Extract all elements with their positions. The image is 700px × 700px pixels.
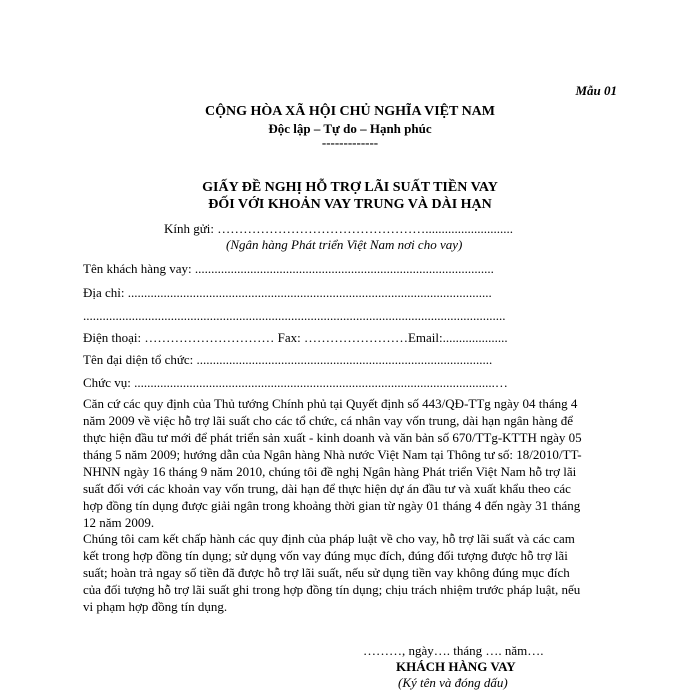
paragraph-line: suất; hoàn trả ngay số tiền đã được hỗ trợ lãi suất, nếu sử dụng tiền vay không đúng mục đích bbox=[83, 565, 570, 580]
commitment-paragraph bbox=[83, 530, 617, 615]
national-motto: Độc lập – Tự do – Hạnh phúc bbox=[268, 121, 432, 136]
paragraph-line: kết trong hợp đồng tín dụng; sử dụng vốn vay đúng mục đích, đúng đối tượng được hỗ trợ lãi bbox=[83, 548, 568, 563]
country-name: CỘNG HÒA XÃ HỘI CHỦ NGHĨA VIỆT NAM bbox=[204, 104, 495, 119]
paragraph-line: tháng 5 năm 2009; hướng dẫn của Ngân hàng Nhà nước Việt Nam tại Thông tư số: 18/2010/TT- bbox=[83, 447, 582, 462]
recipient-note: (Ngân hàng Phát triển Việt Nam nơi cho vay) bbox=[226, 237, 463, 252]
paragraph-line: NHNN ngày 16 tháng 9 năm 2010, chúng tôi đề nghị Ngân hàng Phát triển Việt Nam hỗ trợ lãi bbox=[83, 464, 577, 479]
contact-field: Điện thoại: ………………………… Fax: ……………………Email:.................... bbox=[83, 330, 508, 345]
signature-date-line: ………, ngày…. tháng …. năm…. bbox=[363, 643, 544, 658]
paragraph-line: năm 2009 về việc hỗ trợ lãi suất cho các tổ chức, cá nhân vay vốn trung, dài hạn ngân hàng để bbox=[83, 413, 574, 428]
representative-field: Tên đại diện tổ chức: ........................................................................................... bbox=[83, 352, 493, 367]
paragraph-line: của đối tượng hỗ trợ lãi suất ghi trong hợp đồng tín dụng; chịu trách nhiệm trước pháp luật, nếu bbox=[83, 582, 581, 597]
paragraph-line: hợp đồng tín dụng được giải ngân trong khoảng thời gian từ ngày 01 tháng 4 đến ngày 31 tháng bbox=[83, 498, 581, 513]
document-title-line1: GIẤY ĐỀ NGHỊ HỖ TRỢ LÃI SUẤT TIỀN VAY bbox=[202, 180, 498, 195]
paragraph-line: Chúng tôi cam kết chấp hành các quy định của pháp luật về cho vay, hỗ trợ lãi suất và các cam bbox=[83, 531, 575, 546]
form-code: Mẫu 01 bbox=[575, 83, 617, 98]
request-paragraph bbox=[83, 395, 617, 531]
recipient-line: Kính gửi: …………………………………………........................... bbox=[164, 221, 514, 236]
header-separator: ------------- bbox=[321, 135, 379, 150]
position-field: Chức vụ: ...............................................................................................................… bbox=[83, 375, 508, 390]
address-continuation-field: .................................................................................................................................. bbox=[83, 308, 506, 323]
document-title-line2: ĐỐI VỚI KHOẢN VAY TRUNG VÀ DÀI HẠN bbox=[208, 197, 492, 212]
address-field: Địa chỉ: ................................................................................................................ bbox=[83, 285, 492, 300]
paragraph-line: Căn cứ các quy định của Thủ tướng Chính phủ tại Quyết định số 443/QĐ-TTg ngày 04 tháng 4 bbox=[83, 396, 578, 411]
paragraph-line: vi phạm hợp đồng tín dụng. bbox=[83, 599, 228, 614]
paragraph-line: 12 năm 2009. bbox=[83, 515, 155, 530]
signature-signer: KHÁCH HÀNG VAY bbox=[396, 659, 516, 674]
paragraph-line: thực hiện đầu tư mới để phát triển sản xuất - kinh doanh và văn bản số 670/TTg-KTTH ngày 05 bbox=[83, 430, 582, 445]
paragraph-line: suất đối với các khoản vay vốn trung, dài hạn để thực hiện dự án đầu tư và xuất khẩu theo các bbox=[83, 481, 571, 496]
signature-note: (Ký tên và đóng dấu) bbox=[398, 675, 508, 690]
customer-name-field: Tên khách hàng vay: ............................................................................................ bbox=[83, 261, 494, 276]
